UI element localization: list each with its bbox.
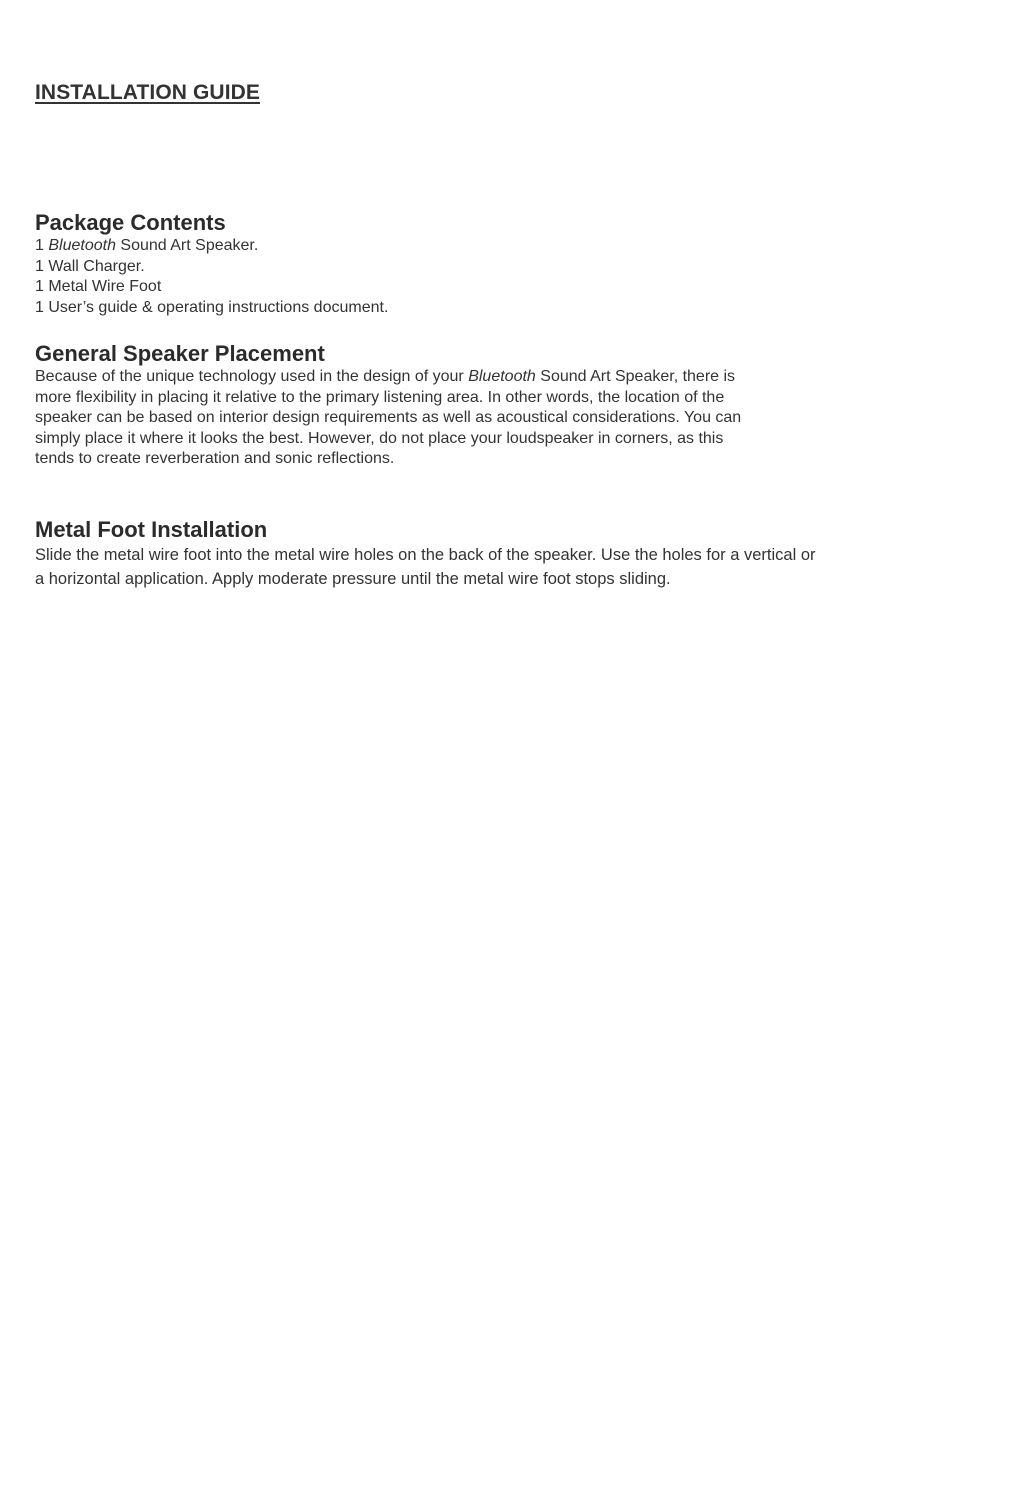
general-placement-section <box>35 341 995 470</box>
document-title: INSTALLATION GUIDE <box>35 81 261 104</box>
item-emphasis: Bluetooth <box>48 237 116 254</box>
paragraph-line: a horizontal application. Apply moderate pressure until the metal wire foot stops sliding. <box>35 570 671 588</box>
paragraph-line: speaker can be based on interior design requirements as well as acoustical considerations. You can <box>35 409 742 426</box>
line-text: Sound Art Speaker, there is <box>540 368 736 385</box>
item-quantity: 1 <box>35 237 44 254</box>
paragraph-line <box>35 367 995 388</box>
list-item: 1 User’s guide & operating instructions document. <box>35 298 389 316</box>
list-item: 1 Wall Charger. <box>35 257 145 275</box>
metal-foot-section <box>35 517 995 591</box>
line-emphasis: Bluetooth <box>468 368 536 385</box>
package-contents-heading: Package Contents <box>35 210 226 235</box>
list-item <box>35 236 995 257</box>
paragraph-line: Slide the metal wire foot into the metal wire holes on the back of the speaker. Use the holes for a vertical or <box>35 546 816 564</box>
package-contents-list <box>35 236 995 318</box>
paragraph-line: more flexibility in placing it relative to the primary listening area. In other words, the location of the <box>35 388 725 406</box>
general-placement-paragraph <box>35 367 995 470</box>
paragraph-line: simply place it where it looks the best. However, do not place your loudspeaker in corners, as this <box>35 429 724 447</box>
line-text: Because of the unique technology used in the design of your <box>35 368 464 385</box>
list-item: 1 Metal Wire Foot <box>35 278 162 295</box>
paragraph-line: tends to create reverberation and sonic reflections. <box>35 450 395 467</box>
package-contents-section <box>35 210 995 318</box>
general-placement-heading: General Speaker Placement <box>35 341 325 366</box>
metal-foot-paragraph <box>35 543 995 591</box>
metal-foot-heading: Metal Foot Installation <box>35 517 268 542</box>
item-text: Sound Art Speaker. <box>120 237 259 254</box>
